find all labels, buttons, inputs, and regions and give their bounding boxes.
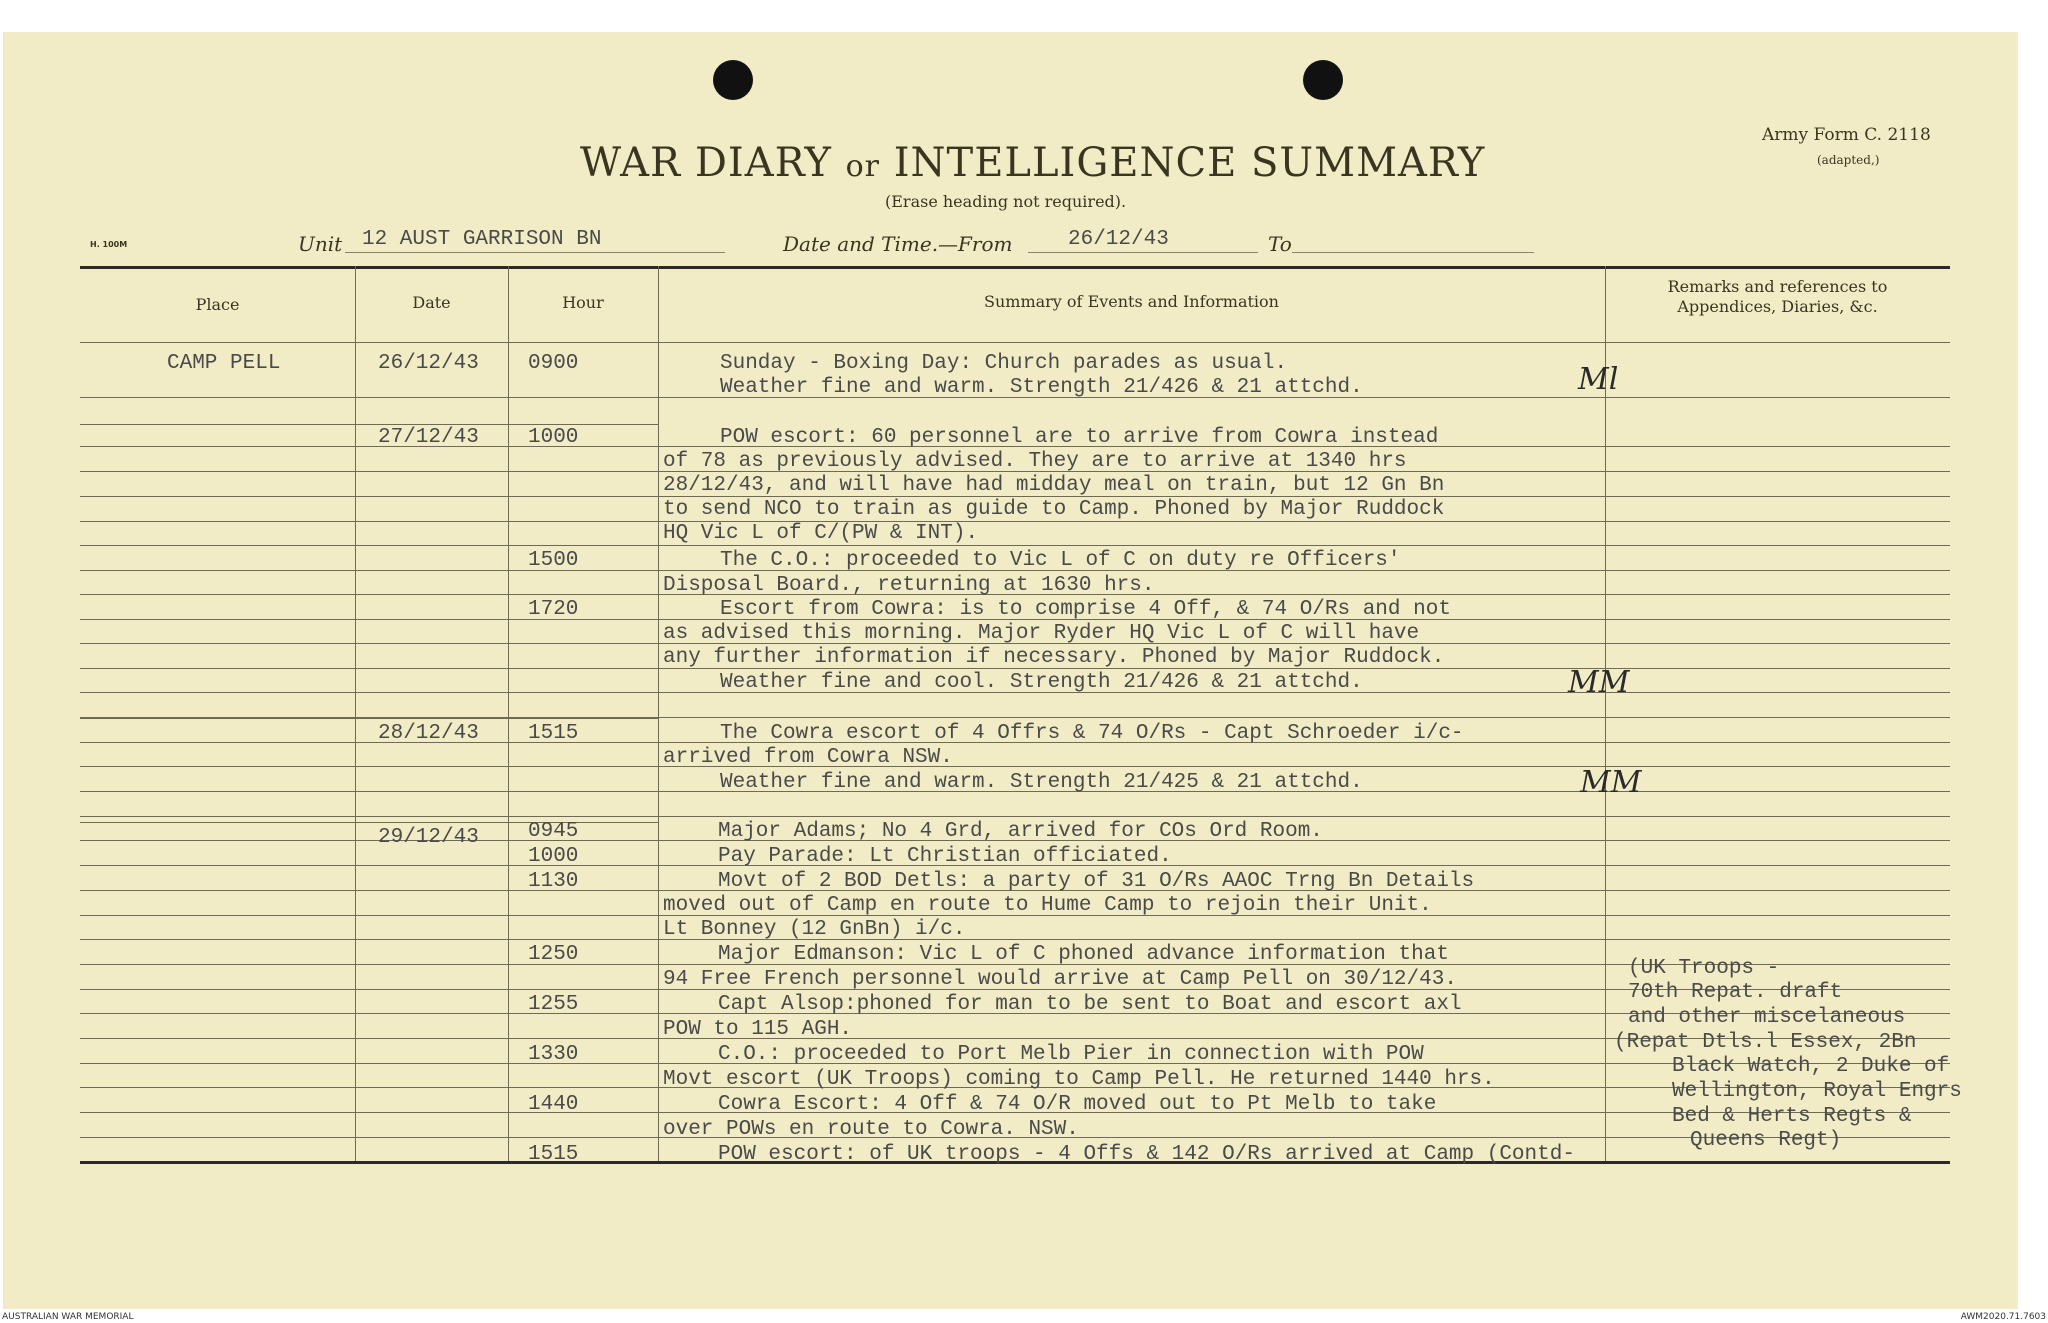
table-top-rule [80,266,1950,269]
form-code: H. 100M [90,240,128,249]
remarks-line: and other miscelaneous [1628,1006,1906,1029]
footer-accession: AWM2020.71.7603 [1960,1312,2046,1322]
date-entry: 28/12/43 [378,722,479,745]
remarks-line: (Repat Dtls.l Essex, 2Bn [1614,1031,1917,1054]
officer-initials: MM [1568,665,1630,700]
form-title [580,140,1485,186]
army-form-number: Army Form C. 2118 [1762,125,1931,145]
date-entry: 27/12/43 [378,426,479,449]
col-header-remarks [1605,277,1950,317]
remarks-line: Bed & Herts Regts & [1672,1105,1912,1128]
summary-line: HQ Vic L of C/(PW & INT). [663,522,979,545]
unit-value: 12 AUST GARRISON BN [362,228,602,251]
unit-underline [345,252,725,253]
hour-entry: 0945 [528,820,579,843]
hour-entry: 0900 [528,352,579,375]
summary-line: Lt Bonney (12 GnBn) i/c. [663,918,966,941]
hour-entry: 1255 [528,993,579,1016]
punch-hole [713,60,753,100]
summary-line: Movt of 2 BOD Detls: a party of 31 O/Rs AAOC Trng Bn Details [718,870,1475,893]
summary-line: Disposal Board., returning at 1630 hrs. [663,574,1155,597]
summary-line: Major Adams; No 4 Grd, arrived for COs Ord Room. [718,820,1323,843]
col-header-place: Place [195,295,240,314]
col-header-date: Date [412,293,451,312]
row-rule [80,545,1950,546]
row-rule [80,342,1950,343]
summary-line: to send NCO to train as guide to Camp. Phoned by Major Ruddock [663,498,1445,521]
summary-line: Capt Alsop:phoned for man to be sent to Boat and escort axl [718,993,1462,1016]
hour-entry: 1130 [528,870,579,893]
punch-hole [1303,60,1343,100]
date-underline [1028,252,1258,253]
summary-line: Weather fine and cool. Strength 21/426 & 21 attchd. [720,671,1363,694]
summary-line: POW to 115 AGH. [663,1018,853,1041]
col-header-summary: Summary of Events and Information [984,292,1279,311]
summary-line: as advised this morning. Major Ryder HQ Vic L of C will have [663,622,1420,645]
summary-line: 28/12/43, and will have had midday meal on train, but 12 Gn Bn [663,474,1445,497]
column-divider [508,266,509,1161]
summary-line: POW escort: of UK troops - 4 Offs & 142 O/Rs arrived at Camp (Contd- [718,1143,1575,1166]
summary-line: The Cowra escort of 4 Offrs & 74 O/Rs - Capt Schroeder i/c- [720,722,1464,745]
hour-entry: 1330 [528,1043,579,1066]
date-entry: 29/12/43 [378,826,479,849]
summary-line: any further information if necessary. Phoned by Major Ruddock. [663,646,1445,669]
hour-entry: 1440 [528,1093,579,1116]
date-block-rule [80,424,658,425]
summary-line: over POWs en route to Cowra. NSW. [663,1118,1079,1141]
hour-entry: 1000 [528,426,579,449]
to-label: To [1268,232,1292,256]
footer-institution: AUSTRALIAN WAR MEMORIAL [2,1312,134,1322]
column-divider [658,266,659,1161]
summary-line: Movt escort (UK Troops) coming to Camp Pell. He returned 1440 hrs. [663,1068,1495,1091]
adapted-note: (adapted,) [1817,153,1880,167]
hour-entry: 1515 [528,1143,579,1166]
date-block-rule [80,718,658,719]
officer-initials: Ml [1578,362,1619,397]
remarks-line: 70th Repat. draft [1628,981,1843,1004]
col-header-hour: Hour [562,293,604,312]
summary-line: of 78 as previously advised. They are to arrive at 1340 hrs [663,450,1407,473]
date-entry: 26/12/43 [378,352,479,375]
title-or: or [845,149,881,184]
remarks-line: Queens Regt) [1690,1129,1842,1152]
summary-line: C.O.: proceeded to Port Melb Pier in connection with POW [718,1043,1424,1066]
summary-line: Pay Parade: Lt Christian officiated. [718,845,1172,868]
summary-line: Escort from Cowra: is to comprise 4 Off, & 74 O/Rs and not [720,598,1451,621]
summary-line: 94 Free French personnel would arrive at Camp Pell on 30/12/43. [663,968,1457,991]
row-rule [80,816,1950,817]
hour-entry: 1000 [528,845,579,868]
summary-line: Cowra Escort: 4 Off & 74 O/R moved out to Pt Melb to take [718,1093,1437,1116]
summary-line: arrived from Cowra NSW. [663,746,953,769]
hour-entry: 1250 [528,943,579,966]
title-war-diary: WAR DIARY [580,140,832,186]
remarks-header-line: Appendices, Diaries, &c. [1677,297,1878,316]
summary-line: Weather fine and warm. Strength 21/426 & 21 attchd. [720,376,1363,399]
row-rule [80,766,1950,767]
row-rule [80,939,1950,940]
remarks-line: Wellington, Royal Engrs [1672,1080,1962,1103]
hour-entry: 1515 [528,722,579,745]
remarks-line: (UK Troops - [1628,957,1780,980]
summary-line: Major Edmanson: Vic L of C phoned advance information that [718,943,1449,966]
place-entry: CAMP PELL [167,352,281,375]
summary-line: POW escort: 60 personnel are to arrive from Cowra instead [720,426,1439,449]
hour-entry: 1720 [528,598,579,621]
summary-line: The C.O.: proceeded to Vic L of C on duty re Officers' [720,549,1401,572]
date-from-value: 26/12/43 [1068,228,1169,251]
summary-line: moved out of Camp en route to Hume Camp to rejoin their Unit. [663,894,1432,917]
column-divider [355,266,356,1161]
officer-initials: MM [1580,765,1642,800]
column-divider [1605,266,1606,1161]
date-label: Date and Time.—From [783,232,1013,256]
unit-label: Unit [298,232,343,256]
erase-note: (Erase heading not required). [885,192,1127,211]
remarks-line: Black Watch, 2 Duke of [1672,1055,1950,1078]
remarks-header-line: Remarks and references to [1667,277,1888,296]
title-intelligence-summary: INTELLIGENCE SUMMARY [893,140,1486,186]
hour-entry: 1500 [528,549,579,572]
summary-line: Sunday - Boxing Day: Church parades as usual. [720,352,1288,375]
summary-line: Weather fine and warm. Strength 21/425 & 21 attchd. [720,771,1363,794]
to-underline [1292,252,1534,253]
